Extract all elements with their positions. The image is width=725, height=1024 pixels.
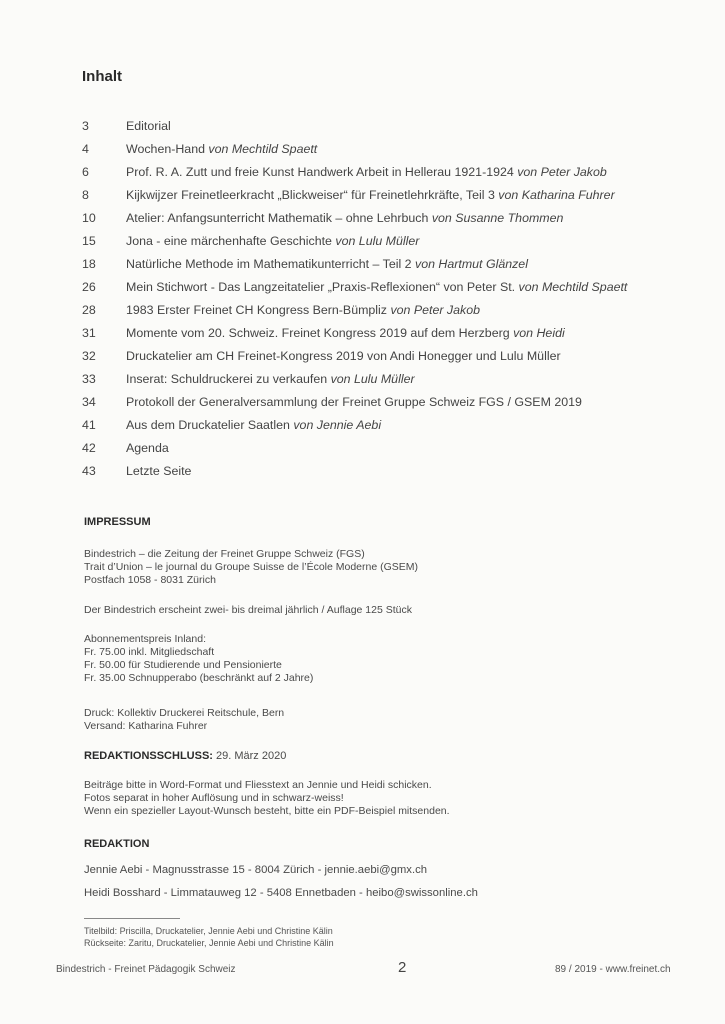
toc-author: von Katharina Fuhrer: [498, 187, 615, 202]
toc-author: von Jennie Aebi: [293, 417, 382, 432]
toc-title: Kijkwijzer Freinetleerkracht „Blickweiser“ für Freinetlehrkräfte, Teil 3: [126, 187, 499, 202]
instructions-block: [84, 779, 450, 818]
toc-entry: [82, 367, 702, 390]
toc-entry: [82, 137, 702, 160]
toc-title: Momente vom 20. Schweiz. Freinet Kongress 2019 auf dem Herzberg: [126, 325, 514, 340]
contact-line: Heidi Bosshard - Limmatauweg 12 - 5408 Ennetbaden - heibo@swissonline.ch: [84, 887, 478, 899]
toc-author: von Lulu Müller: [330, 371, 415, 386]
production-block: [84, 707, 284, 733]
toc-entry: [82, 298, 702, 321]
toc-author: von Susanne Thommen: [431, 210, 564, 225]
publisher-block: [84, 548, 418, 587]
pricing-line: Fr. 35.00 Schnupperabo (beschränkt auf 2 Jahre): [84, 672, 314, 684]
toc-title: Aus dem Druckatelier Saatlen: [126, 417, 294, 432]
toc-page-number: 28: [82, 302, 96, 317]
impressum-title: IMPRESSUM: [84, 516, 151, 528]
footer-issue: 89 / 2019 - www.freinet.ch: [555, 964, 671, 975]
footer-publication: Bindestrich - Freinet Pädagogik Schweiz: [56, 964, 236, 975]
production-line: Druck: Kollektiv Druckerei Reitschule, Bern: [84, 707, 285, 719]
frequency-block: [84, 604, 412, 617]
deadline-value: 29. März 2020: [212, 750, 287, 762]
table-of-contents: [82, 114, 702, 482]
toc-page-number: 32: [82, 348, 96, 363]
toc-entry: [82, 344, 702, 367]
publisher-line: Postfach 1058 - 8031 Zürich: [84, 574, 216, 586]
publisher-line: Trait d’Union – le journal du Groupe Suisse de l’École Moderne (GSEM): [84, 561, 419, 573]
deadline-line: [84, 750, 286, 763]
toc-entry: [82, 160, 702, 183]
footer-page-number: 2: [398, 959, 407, 976]
redaktion-title: REDAKTION: [84, 838, 150, 850]
pricing-line: Fr. 50.00 für Studierende und Pensionierte: [84, 659, 282, 671]
contact-line: Jennie Aebi - Magnusstrasse 15 - 8004 Zürich - jennie.aebi@gmx.ch: [84, 864, 428, 876]
toc-entry: [82, 275, 702, 298]
toc-entry: [82, 321, 702, 344]
toc-entry: [82, 436, 702, 459]
toc-page-number: 34: [82, 394, 96, 409]
toc-author: von Lulu Müller: [335, 233, 420, 248]
toc-entry: [82, 459, 702, 482]
toc-entry: [82, 252, 702, 275]
publisher-line: Bindestrich – die Zeitung der Freinet Gruppe Schweiz (FGS): [84, 548, 365, 560]
instruction-line: Fotos separat in hoher Auflösung und in schwarz-weiss!: [84, 792, 344, 804]
toc-page-number: 15: [82, 233, 96, 248]
credit-line: Titelbild: Priscilla, Druckatelier, Jennie Aebi und Christine Kälin: [84, 926, 333, 936]
toc-title: Wochen-Hand: [126, 141, 209, 156]
toc-author: von Mechtild Spaett: [208, 141, 318, 156]
pricing-line: Abonnementspreis Inland:: [84, 633, 206, 645]
toc-author: von Peter Jakob: [390, 302, 480, 317]
instruction-line: Beiträge bitte in Word-Format und Fliesstext an Jennie und Heidi schicken.: [84, 779, 432, 791]
instruction-line: Wenn ein spezieller Layout-Wunsch besteht, bitte ein PDF-Beispiel mitsenden.: [84, 805, 450, 817]
toc-title: 1983 Erster Freinet CH Kongress Bern-Bümpliz: [126, 302, 391, 317]
image-credits: [84, 925, 334, 949]
toc-page-number: 10: [82, 210, 96, 225]
toc-entry: [82, 390, 702, 413]
toc-title: Agenda: [126, 440, 169, 455]
toc-page-number: 31: [82, 325, 96, 340]
toc-author: von Peter Jakob: [517, 164, 607, 179]
toc-page-number: 26: [82, 279, 96, 294]
toc-author: von Mechtild Spaett: [518, 279, 628, 294]
divider-rule: [84, 918, 180, 919]
toc-title: Inserat: Schuldruckerei zu verkaufen: [126, 371, 331, 386]
pricing-block: [84, 633, 313, 685]
toc-entry: [82, 413, 702, 436]
toc-title: Protokoll der Generalversammlung der Freinet Gruppe Schweiz FGS / GSEM 2019: [126, 394, 582, 409]
toc-title: Druckatelier am CH Freinet-Kongress 2019 von Andi Honegger und Lulu Müller: [126, 348, 561, 363]
toc-author: von Hartmut Glänzel: [415, 256, 528, 271]
credit-line: Rückseite: Zaritu, Druckatelier, Jennie Aebi und Christine Kälin: [84, 938, 334, 948]
contents-heading: Inhalt: [82, 68, 122, 85]
toc-page-number: 6: [82, 164, 89, 179]
deadline-label: REDAKTIONSSCHLUSS:: [84, 750, 213, 762]
toc-entry: [82, 229, 702, 252]
toc-entry: [82, 206, 702, 229]
toc-title: Editorial: [126, 118, 171, 133]
toc-page-number: 41: [82, 417, 96, 432]
toc-title: Jona - eine märchenhafte Geschichte: [126, 233, 336, 248]
toc-page-number: 33: [82, 371, 96, 386]
toc-page-number: 43: [82, 463, 96, 478]
toc-page-number: 3: [82, 118, 89, 133]
toc-title: Atelier: Anfangsunterricht Mathematik – ohne Lehrbuch: [126, 210, 432, 225]
frequency-text: Der Bindestrich erscheint zwei- bis dreimal jährlich / Auflage 125 Stück: [84, 604, 412, 616]
toc-entry: [82, 114, 702, 137]
pricing-line: Fr. 75.00 inkl. Mitgliedschaft: [84, 646, 215, 658]
toc-author: von Heidi: [513, 325, 565, 340]
toc-title: Natürliche Methode im Mathematikunterricht – Teil 2: [126, 256, 416, 271]
toc-page-number: 4: [82, 141, 89, 156]
toc-title: Letzte Seite: [126, 463, 192, 478]
toc-page-number: 42: [82, 440, 96, 455]
production-line: Versand: Katharina Fuhrer: [84, 720, 208, 732]
toc-page-number: 8: [82, 187, 89, 202]
toc-page-number: 18: [82, 256, 96, 271]
toc-title: Mein Stichwort - Das Langzeitatelier „Praxis-Reflexionen“ von Peter St.: [126, 279, 519, 294]
toc-title: Prof. R. A. Zutt und freie Kunst Handwerk Arbeit in Hellerau 1921-1924: [126, 164, 518, 179]
toc-entry: [82, 183, 702, 206]
